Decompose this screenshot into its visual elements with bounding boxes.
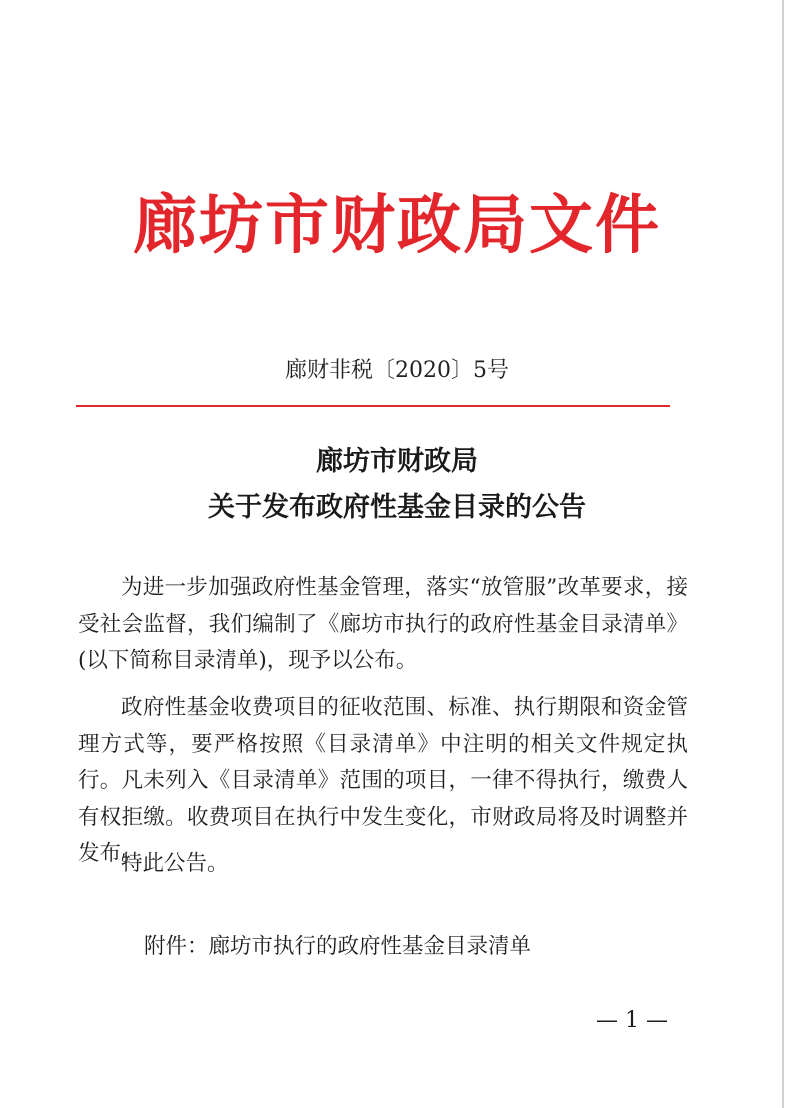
- masthead-title: 廊坊市财政局文件: [133, 189, 661, 263]
- scan-edge-line: [782, 0, 784, 1108]
- body-paragraph-3-block: [78, 846, 688, 883]
- page-number: — 1 —: [596, 1008, 668, 1033]
- document-number: 廊财非税〔2020〕5号: [285, 358, 509, 383]
- body-paragraph-1: 为进一步加强政府性基金管理，落实“放管服”改革要求，接受社会监督，我们编制了《廊坊市执行的政府性基金目录清单》(以下简称目录清单)，现予以公布。: [78, 575, 688, 673]
- notice-title-line-2: 关于发布政府性基金目录的公告: [208, 492, 586, 523]
- body-paragraph-2: 政府性基金收费项目的征收范围、标准、执行期限和资金管理方式等，要严格按照《目录清单》中注明的相关文件规定执行。凡未列入《目录清单》范围的项目，一律不得执行，缴费人有权拒缴。收费项目在执行中发生变化，市财政局将及时调整并发布。: [78, 695, 688, 866]
- closing-statement: 特此公告。: [121, 851, 229, 876]
- red-divider-line: [76, 405, 670, 407]
- attachment-line: 附件：廊坊市执行的政府性基金目录清单: [144, 934, 532, 959]
- notice-title-line-1: 廊坊市财政局: [316, 446, 478, 477]
- body-paragraph-1-block: [78, 570, 688, 680]
